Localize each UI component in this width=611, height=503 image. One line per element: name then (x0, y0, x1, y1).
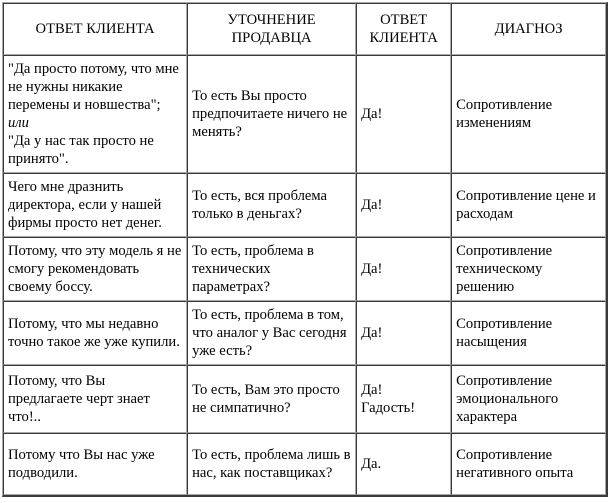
client-answer-cell: Да! (356, 237, 451, 301)
diagnosis-cell: Сопротивление насыщения (451, 301, 606, 365)
diagnosis-cell: Сопротивление техническому решению (451, 237, 606, 301)
table-row (3, 433, 606, 495)
diagnosis-cell: Сопротивление эмоционального характера (451, 365, 606, 433)
table-row (3, 173, 606, 237)
client-reply-cell: Потому, что эту модель я не смогу рекомендовать своему боссу. (3, 237, 187, 301)
client-answer-cell: Да. (356, 433, 451, 495)
seller-clarify-cell: То есть, проблема лишь в нас, как поставщиках? (187, 433, 356, 495)
client-reply-cell: Чего мне дразнить директора, если у нашей фирмы просто нет денег. (3, 173, 187, 237)
seller-clarify-cell: То есть, проблема в том, что аналог у Вас сегодня уже есть? (187, 301, 356, 365)
client-answer-cell (356, 365, 451, 433)
header-diagnosis: ДИАГНОЗ (451, 3, 606, 55)
seller-clarify-cell: То есть Вы просто предпочитаете ничего не менять? (187, 55, 356, 173)
table-row (3, 365, 606, 433)
seller-clarify-cell: То есть, проблема в технических параметрах? (187, 237, 356, 301)
seller-clarify-cell: То есть, вся проблема только в деньгах? (187, 173, 356, 237)
header-seller-clarify: УТОЧНЕНИЕ ПРОДАВЦА (187, 3, 356, 55)
objections-table (2, 2, 608, 497)
client-reply-text: "Да просто потому, что мне не нужны никакие перемены и новшества"; (8, 61, 179, 113)
client-reply-text-alt: "Да у нас так просто не принято". (8, 133, 154, 167)
client-answer-line: Да! (361, 382, 383, 398)
client-reply-cell: Потому, что мы недавно точно такое же уже купили. (3, 301, 187, 365)
client-reply-cell (3, 55, 187, 173)
client-answer-cell: Да! (356, 301, 451, 365)
seller-clarify-cell: То есть, Вам это просто не симпатично? (187, 365, 356, 433)
table-row (3, 237, 606, 301)
client-reply-cell: Потому что Вы нас уже подводили. (3, 433, 187, 495)
diagnosis-cell: Сопротивление негативного опыта (451, 433, 606, 495)
diagnosis-cell: Сопротивление цене и расходам (451, 173, 606, 237)
header-client-answer: ОТВЕТ КЛИЕНТА (356, 3, 451, 55)
header-client-reply: ОТВЕТ КЛИЕНТА (3, 3, 187, 55)
client-reply-cell: Потому, что Вы предлагаете черт знает что!.. (3, 365, 187, 433)
header-row (3, 3, 606, 55)
client-answer-cell: Да! (356, 55, 451, 173)
table-row (3, 301, 606, 365)
or-text: или (8, 115, 29, 131)
client-answer-cell: Да! (356, 173, 451, 237)
table-row (3, 55, 606, 173)
diagnosis-cell: Сопротивление изменениям (451, 55, 606, 173)
client-answer-line: Гадость! (361, 400, 416, 416)
